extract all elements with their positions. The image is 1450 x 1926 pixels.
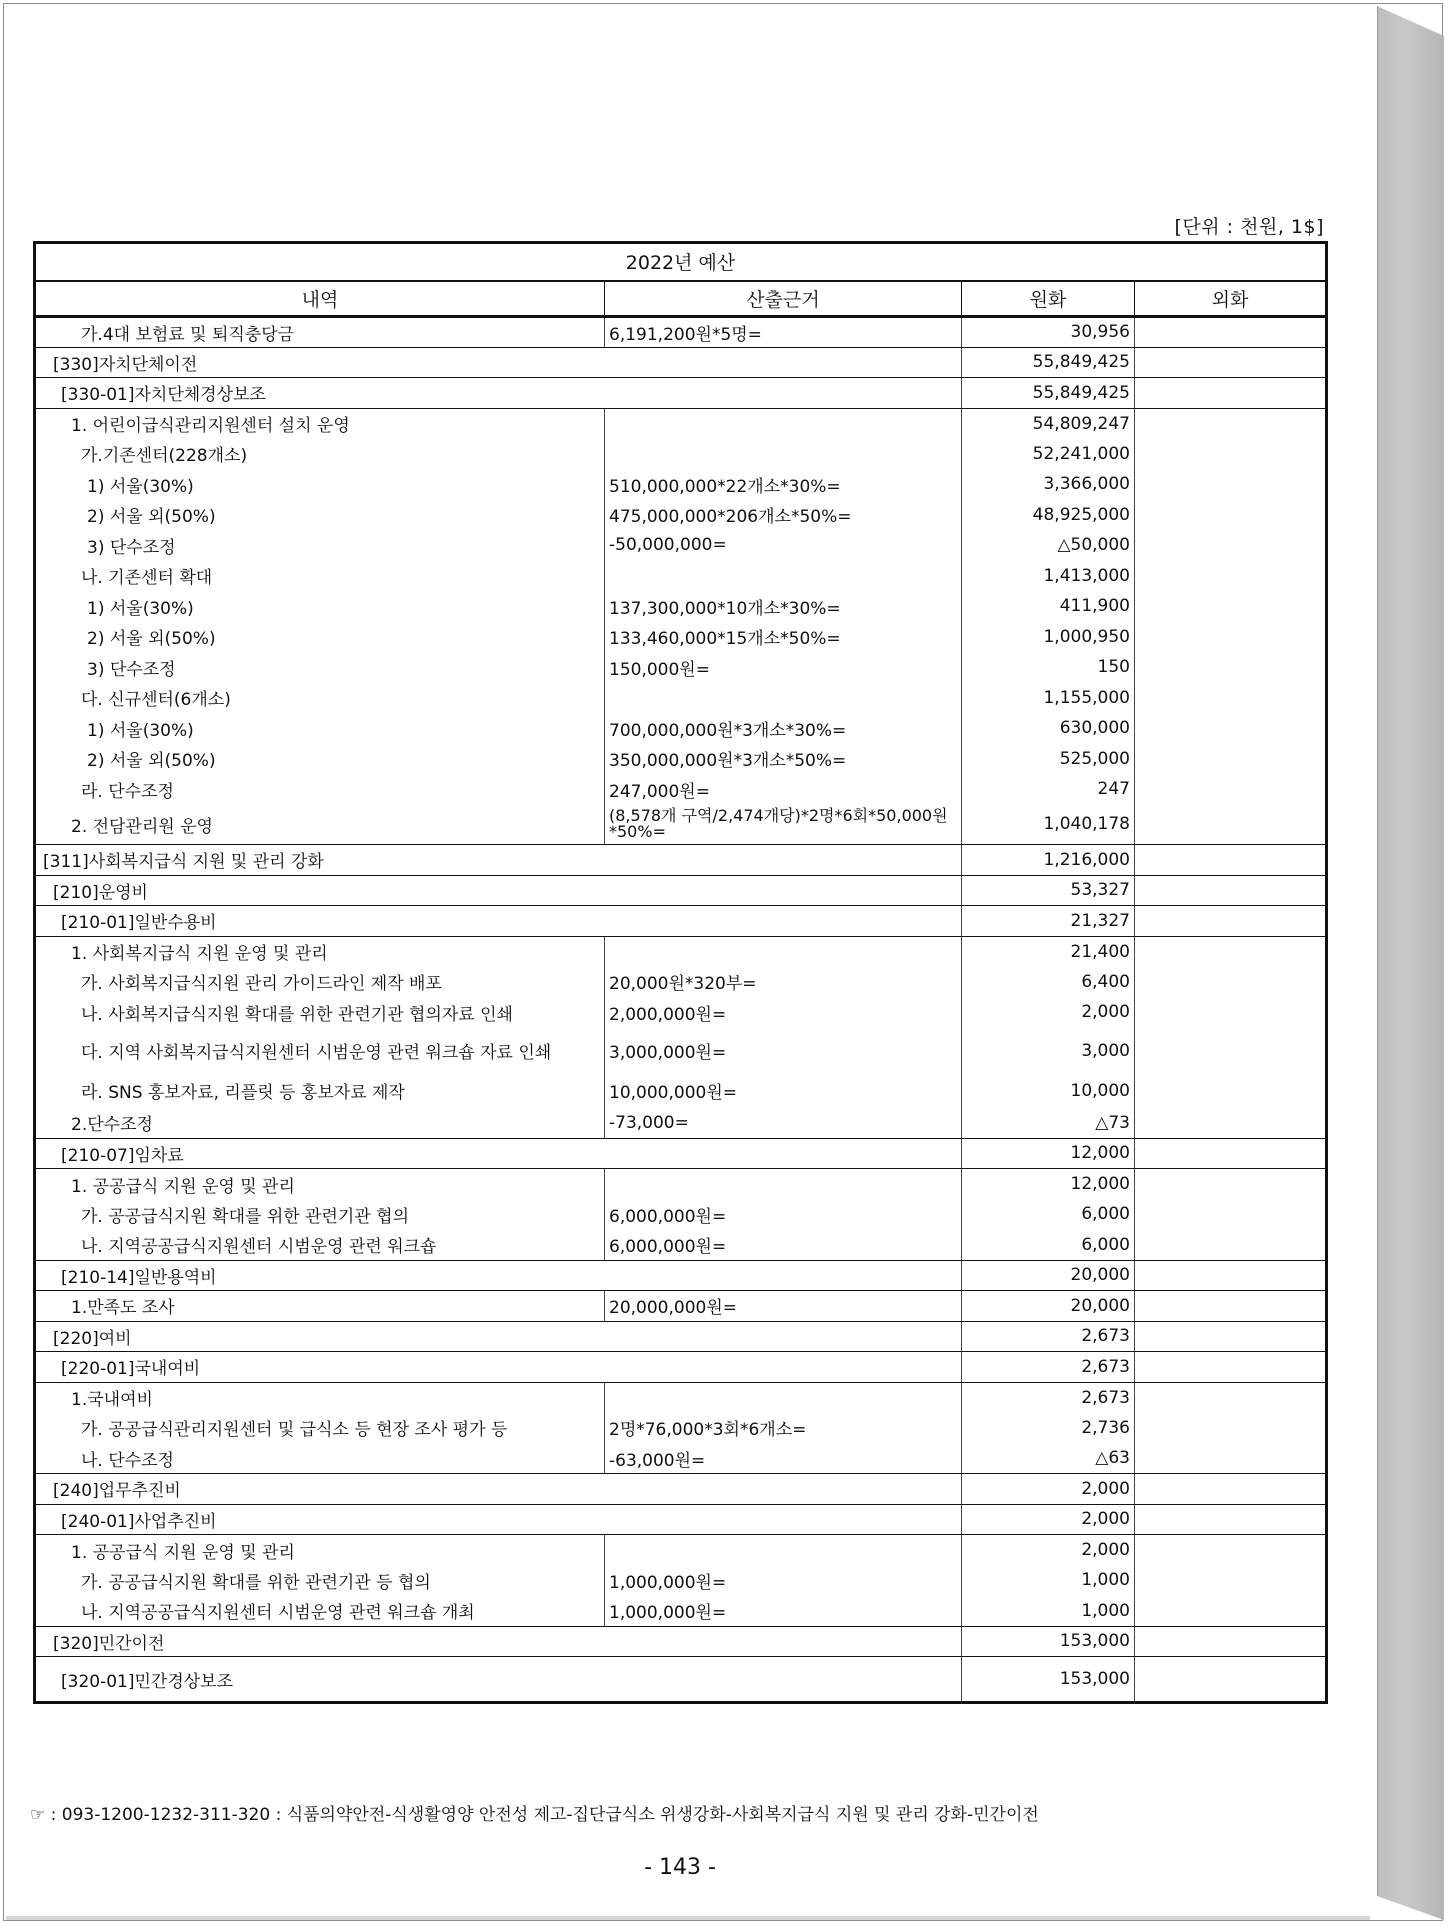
row-desc: [210-07]임차료 xyxy=(35,1138,962,1169)
row-foreign xyxy=(1135,845,1327,876)
table-row xyxy=(35,622,1327,653)
row-desc: [240]업무추진비 xyxy=(35,1474,962,1505)
row-desc: [330]자치단체이전 xyxy=(35,347,962,378)
row-won: △50,000 xyxy=(962,530,1135,561)
row-basis xyxy=(605,1169,962,1200)
row-foreign xyxy=(1135,1108,1327,1139)
row-foreign xyxy=(1135,1565,1327,1596)
row-won: 1,000,950 xyxy=(962,622,1135,653)
row-basis: 150,000원= xyxy=(605,652,962,683)
row-desc: 나. 단수조정 xyxy=(35,1443,605,1474)
row-desc: 가. 공공급식지원 확대를 위한 관련기관 협의 xyxy=(35,1199,605,1230)
row-desc: [220]여비 xyxy=(35,1321,962,1352)
row-won: 153,000 xyxy=(962,1626,1135,1657)
table-row xyxy=(35,1199,1327,1230)
table-title: 2022년 예산 xyxy=(35,243,1327,281)
row-foreign xyxy=(1135,875,1327,906)
row-foreign xyxy=(1135,439,1327,470)
row-basis: (8,578개 구역/2,474개당)*2명*6회*50,000원*50%= xyxy=(605,805,962,845)
row-foreign xyxy=(1135,530,1327,561)
row-desc: 1) 서울(30%) xyxy=(35,713,605,744)
table-row xyxy=(35,845,1327,876)
row-won: 52,241,000 xyxy=(962,439,1135,470)
row-desc: [330-01]자치단체경상보조 xyxy=(35,378,962,409)
row-won: 153,000 xyxy=(962,1657,1135,1703)
row-desc: 가. 공공급식관리지원센터 및 급식소 등 현장 조사 평가 등 xyxy=(35,1413,605,1444)
row-desc: [311]사회복지급식 지원 및 관리 강화 xyxy=(35,845,962,876)
row-won: 2,673 xyxy=(962,1382,1135,1413)
row-foreign xyxy=(1135,713,1327,744)
row-desc: 2. 전담관리원 운영 xyxy=(35,805,605,845)
row-won: 2,000 xyxy=(962,1535,1135,1566)
row-foreign xyxy=(1135,805,1327,845)
row-foreign xyxy=(1135,1138,1327,1169)
row-won: 1,000 xyxy=(962,1565,1135,1596)
row-foreign xyxy=(1135,1321,1327,1352)
row-foreign xyxy=(1135,997,1327,1028)
row-desc: 1) 서울(30%) xyxy=(35,469,605,500)
row-foreign xyxy=(1135,1443,1327,1474)
row-basis xyxy=(605,561,962,592)
budget-table xyxy=(33,241,1328,1704)
row-desc: 1. 어린이급식관리지원센터 설치 운영 xyxy=(35,408,605,439)
row-foreign xyxy=(1135,561,1327,592)
table-row xyxy=(35,967,1327,998)
row-won: 21,327 xyxy=(962,906,1135,937)
row-desc: 2) 서울 외(50%) xyxy=(35,744,605,775)
row-foreign xyxy=(1135,622,1327,653)
row-won: 30,956 xyxy=(962,317,1135,348)
row-basis xyxy=(605,439,962,470)
row-basis: -63,000원= xyxy=(605,1443,962,1474)
row-desc: 나. 지역공공급식지원센터 시범운영 관련 워크숍 개최 xyxy=(35,1596,605,1627)
row-won: 1,000 xyxy=(962,1596,1135,1627)
table-row xyxy=(35,1382,1327,1413)
table-row xyxy=(35,530,1327,561)
row-desc: 다. 신규센터(6개소) xyxy=(35,683,605,714)
row-foreign xyxy=(1135,1657,1327,1703)
row-basis: 137,300,000*10개소*30%= xyxy=(605,591,962,622)
row-foreign xyxy=(1135,1382,1327,1413)
row-won: 53,327 xyxy=(962,875,1135,906)
table-row xyxy=(35,1535,1327,1566)
table-row xyxy=(35,317,1327,348)
row-basis: 700,000,000원*3개소*30%= xyxy=(605,713,962,744)
row-foreign xyxy=(1135,967,1327,998)
row-won: 6,000 xyxy=(962,1230,1135,1261)
row-desc: 1.만족도 조사 xyxy=(35,1291,605,1322)
row-basis: -73,000= xyxy=(605,1108,962,1139)
row-basis: 3,000,000원= xyxy=(605,1028,962,1074)
row-foreign xyxy=(1135,1413,1327,1444)
row-foreign xyxy=(1135,1028,1327,1074)
row-won: △73 xyxy=(962,1108,1135,1139)
table-row xyxy=(35,1138,1327,1169)
table-row xyxy=(35,469,1327,500)
row-foreign xyxy=(1135,1199,1327,1230)
row-won: 2,000 xyxy=(962,1474,1135,1505)
table-row xyxy=(35,713,1327,744)
row-won: 10,000 xyxy=(962,1074,1135,1108)
unit-label: [단위 : 천원, 1$] xyxy=(1174,216,1324,238)
row-basis: 20,000,000원= xyxy=(605,1291,962,1322)
table-row xyxy=(35,1028,1327,1074)
row-foreign xyxy=(1135,1169,1327,1200)
table-row xyxy=(35,1321,1327,1352)
row-foreign xyxy=(1135,1504,1327,1535)
row-foreign xyxy=(1135,652,1327,683)
row-desc: 3) 단수조정 xyxy=(35,530,605,561)
row-basis: 1,000,000원= xyxy=(605,1596,962,1627)
row-desc: 1.국내여비 xyxy=(35,1382,605,1413)
row-won: 1,216,000 xyxy=(962,845,1135,876)
row-foreign xyxy=(1135,317,1327,348)
table-row xyxy=(35,1565,1327,1596)
row-desc: 나. 지역공공급식지원센터 시범운영 관련 워크숍 xyxy=(35,1230,605,1261)
row-foreign xyxy=(1135,1291,1327,1322)
row-desc: 2.단수조정 xyxy=(35,1108,605,1139)
row-won: 3,000 xyxy=(962,1028,1135,1074)
row-desc: 1) 서울(30%) xyxy=(35,591,605,622)
row-won: 2,000 xyxy=(962,997,1135,1028)
row-won: 2,673 xyxy=(962,1321,1135,1352)
row-desc: [220-01]국내여비 xyxy=(35,1352,962,1383)
table-row xyxy=(35,1352,1327,1383)
row-foreign xyxy=(1135,1074,1327,1108)
row-desc: 가. 사회복지급식지원 관리 가이드라인 제작 배포 xyxy=(35,967,605,998)
row-won: 20,000 xyxy=(962,1260,1135,1291)
table-row xyxy=(35,744,1327,775)
row-basis: 6,191,200원*5명= xyxy=(605,317,962,348)
row-foreign xyxy=(1135,744,1327,775)
header-foreign: 외화 xyxy=(1135,281,1327,317)
row-basis: 247,000원= xyxy=(605,774,962,805)
table-row xyxy=(35,1291,1327,1322)
table-row xyxy=(35,652,1327,683)
table-row xyxy=(35,1626,1327,1657)
table-row xyxy=(35,591,1327,622)
row-desc: 1. 사회복지급식 지원 운영 및 관리 xyxy=(35,936,605,967)
row-won: 630,000 xyxy=(962,713,1135,744)
header-basis: 산출근거 xyxy=(605,281,962,317)
row-desc: [320]민간이전 xyxy=(35,1626,962,1657)
row-foreign xyxy=(1135,469,1327,500)
row-foreign xyxy=(1135,500,1327,531)
row-desc: 다. 지역 사회복지급식지원센터 시범운영 관련 워크숍 자료 인쇄 xyxy=(35,1028,605,1074)
row-basis xyxy=(605,1535,962,1566)
table-row xyxy=(35,805,1327,845)
row-desc: 1. 공공급식 지원 운영 및 관리 xyxy=(35,1169,605,1200)
row-won: 411,900 xyxy=(962,591,1135,622)
row-basis xyxy=(605,683,962,714)
table-row xyxy=(35,378,1327,409)
table-row xyxy=(35,1657,1327,1703)
table-row xyxy=(35,1108,1327,1139)
row-won: 1,155,000 xyxy=(962,683,1135,714)
row-won: 21,400 xyxy=(962,936,1135,967)
row-desc: 나. 사회복지급식지원 확대를 위한 관련기관 협의자료 인쇄 xyxy=(35,997,605,1028)
table-row xyxy=(35,1074,1327,1108)
row-desc: 3) 단수조정 xyxy=(35,652,605,683)
row-won: 2,000 xyxy=(962,1504,1135,1535)
table-row xyxy=(35,1443,1327,1474)
row-foreign xyxy=(1135,1352,1327,1383)
row-won: 55,849,425 xyxy=(962,347,1135,378)
row-basis: 6,000,000원= xyxy=(605,1199,962,1230)
row-desc: 1. 공공급식 지원 운영 및 관리 xyxy=(35,1535,605,1566)
row-basis: 2,000,000원= xyxy=(605,997,962,1028)
table-row xyxy=(35,936,1327,967)
row-won: 1,413,000 xyxy=(962,561,1135,592)
row-won: 6,000 xyxy=(962,1199,1135,1230)
row-desc: 가. 공공급식지원 확대를 위한 관련기관 등 협의 xyxy=(35,1565,605,1596)
table-row xyxy=(35,1260,1327,1291)
row-basis: 10,000,000원= xyxy=(605,1074,962,1108)
row-won: 1,040,178 xyxy=(962,805,1135,845)
page-edge-right xyxy=(1377,6,1444,1920)
row-desc: 라. SNS 홍보자료, 리플릿 등 홍보자료 제작 xyxy=(35,1074,605,1108)
row-won: 2,673 xyxy=(962,1352,1135,1383)
row-foreign xyxy=(1135,1535,1327,1566)
header-won: 원화 xyxy=(962,281,1135,317)
row-basis xyxy=(605,1382,962,1413)
page-edge-bottom xyxy=(6,1916,1370,1920)
row-won: 54,809,247 xyxy=(962,408,1135,439)
row-desc: [210-01]일반수용비 xyxy=(35,906,962,937)
table-row xyxy=(35,1169,1327,1200)
row-foreign xyxy=(1135,378,1327,409)
footnote: ☞ : 093-1200-1232-311-320 : 식품의약안전-식생활영양 안전성 제고-집단급식소 위생강화-사회복지급식 지원 및 관리 강화-민간이전 xyxy=(30,1805,1039,1825)
table-row xyxy=(35,906,1327,937)
table-row xyxy=(35,439,1327,470)
row-desc: 나. 기존센터 확대 xyxy=(35,561,605,592)
row-basis xyxy=(605,408,962,439)
row-basis xyxy=(605,936,962,967)
row-won: 6,400 xyxy=(962,967,1135,998)
row-won: 55,849,425 xyxy=(962,378,1135,409)
row-foreign xyxy=(1135,774,1327,805)
row-basis: 2명*76,000*3회*6개소= xyxy=(605,1413,962,1444)
row-foreign xyxy=(1135,591,1327,622)
table-row xyxy=(35,1230,1327,1261)
row-desc: [210]운영비 xyxy=(35,875,962,906)
row-desc: 라. 단수조정 xyxy=(35,774,605,805)
row-foreign xyxy=(1135,683,1327,714)
row-desc: [320-01]민간경상보조 xyxy=(35,1657,962,1703)
row-basis: 475,000,000*206개소*50%= xyxy=(605,500,962,531)
row-basis: 510,000,000*22개소*30%= xyxy=(605,469,962,500)
row-desc: [210-14]일반용역비 xyxy=(35,1260,962,1291)
row-desc: [240-01]사업추진비 xyxy=(35,1504,962,1535)
row-won: 48,925,000 xyxy=(962,500,1135,531)
page-number: - 143 - xyxy=(644,1855,716,1880)
table-row xyxy=(35,347,1327,378)
row-foreign xyxy=(1135,408,1327,439)
row-won: 2,736 xyxy=(962,1413,1135,1444)
header-desc: 내역 xyxy=(35,281,605,317)
row-foreign xyxy=(1135,1596,1327,1627)
row-foreign xyxy=(1135,1474,1327,1505)
table-row xyxy=(35,561,1327,592)
row-foreign xyxy=(1135,1260,1327,1291)
row-won: 12,000 xyxy=(962,1169,1135,1200)
table-row xyxy=(35,1413,1327,1444)
row-won: 12,000 xyxy=(962,1138,1135,1169)
row-basis: 350,000,000원*3개소*50%= xyxy=(605,744,962,775)
row-desc: 2) 서울 외(50%) xyxy=(35,622,605,653)
row-won: 20,000 xyxy=(962,1291,1135,1322)
row-foreign xyxy=(1135,936,1327,967)
row-foreign xyxy=(1135,906,1327,937)
row-desc: 2) 서울 외(50%) xyxy=(35,500,605,531)
budget-rows xyxy=(35,317,1327,1703)
row-basis: -50,000,000= xyxy=(605,530,962,561)
row-basis: 6,000,000원= xyxy=(605,1230,962,1261)
table-row xyxy=(35,1474,1327,1505)
table-row xyxy=(35,875,1327,906)
row-desc: 가.기존센터(228개소) xyxy=(35,439,605,470)
row-won: 3,366,000 xyxy=(962,469,1135,500)
row-basis: 133,460,000*15개소*50%= xyxy=(605,622,962,653)
row-basis: 20,000원*320부= xyxy=(605,967,962,998)
table-row xyxy=(35,683,1327,714)
row-won: 525,000 xyxy=(962,744,1135,775)
table-row xyxy=(35,500,1327,531)
table-row xyxy=(35,1504,1327,1535)
row-won: △63 xyxy=(962,1443,1135,1474)
table-row xyxy=(35,997,1327,1028)
row-foreign xyxy=(1135,1230,1327,1261)
row-won: 150 xyxy=(962,652,1135,683)
row-basis: 1,000,000원= xyxy=(605,1565,962,1596)
row-won: 247 xyxy=(962,774,1135,805)
row-desc: 가.4대 보험료 및 퇴직충당금 xyxy=(35,317,605,348)
row-foreign xyxy=(1135,347,1327,378)
table-row xyxy=(35,1596,1327,1627)
table-row xyxy=(35,774,1327,805)
table-row xyxy=(35,408,1327,439)
row-foreign xyxy=(1135,1626,1327,1657)
